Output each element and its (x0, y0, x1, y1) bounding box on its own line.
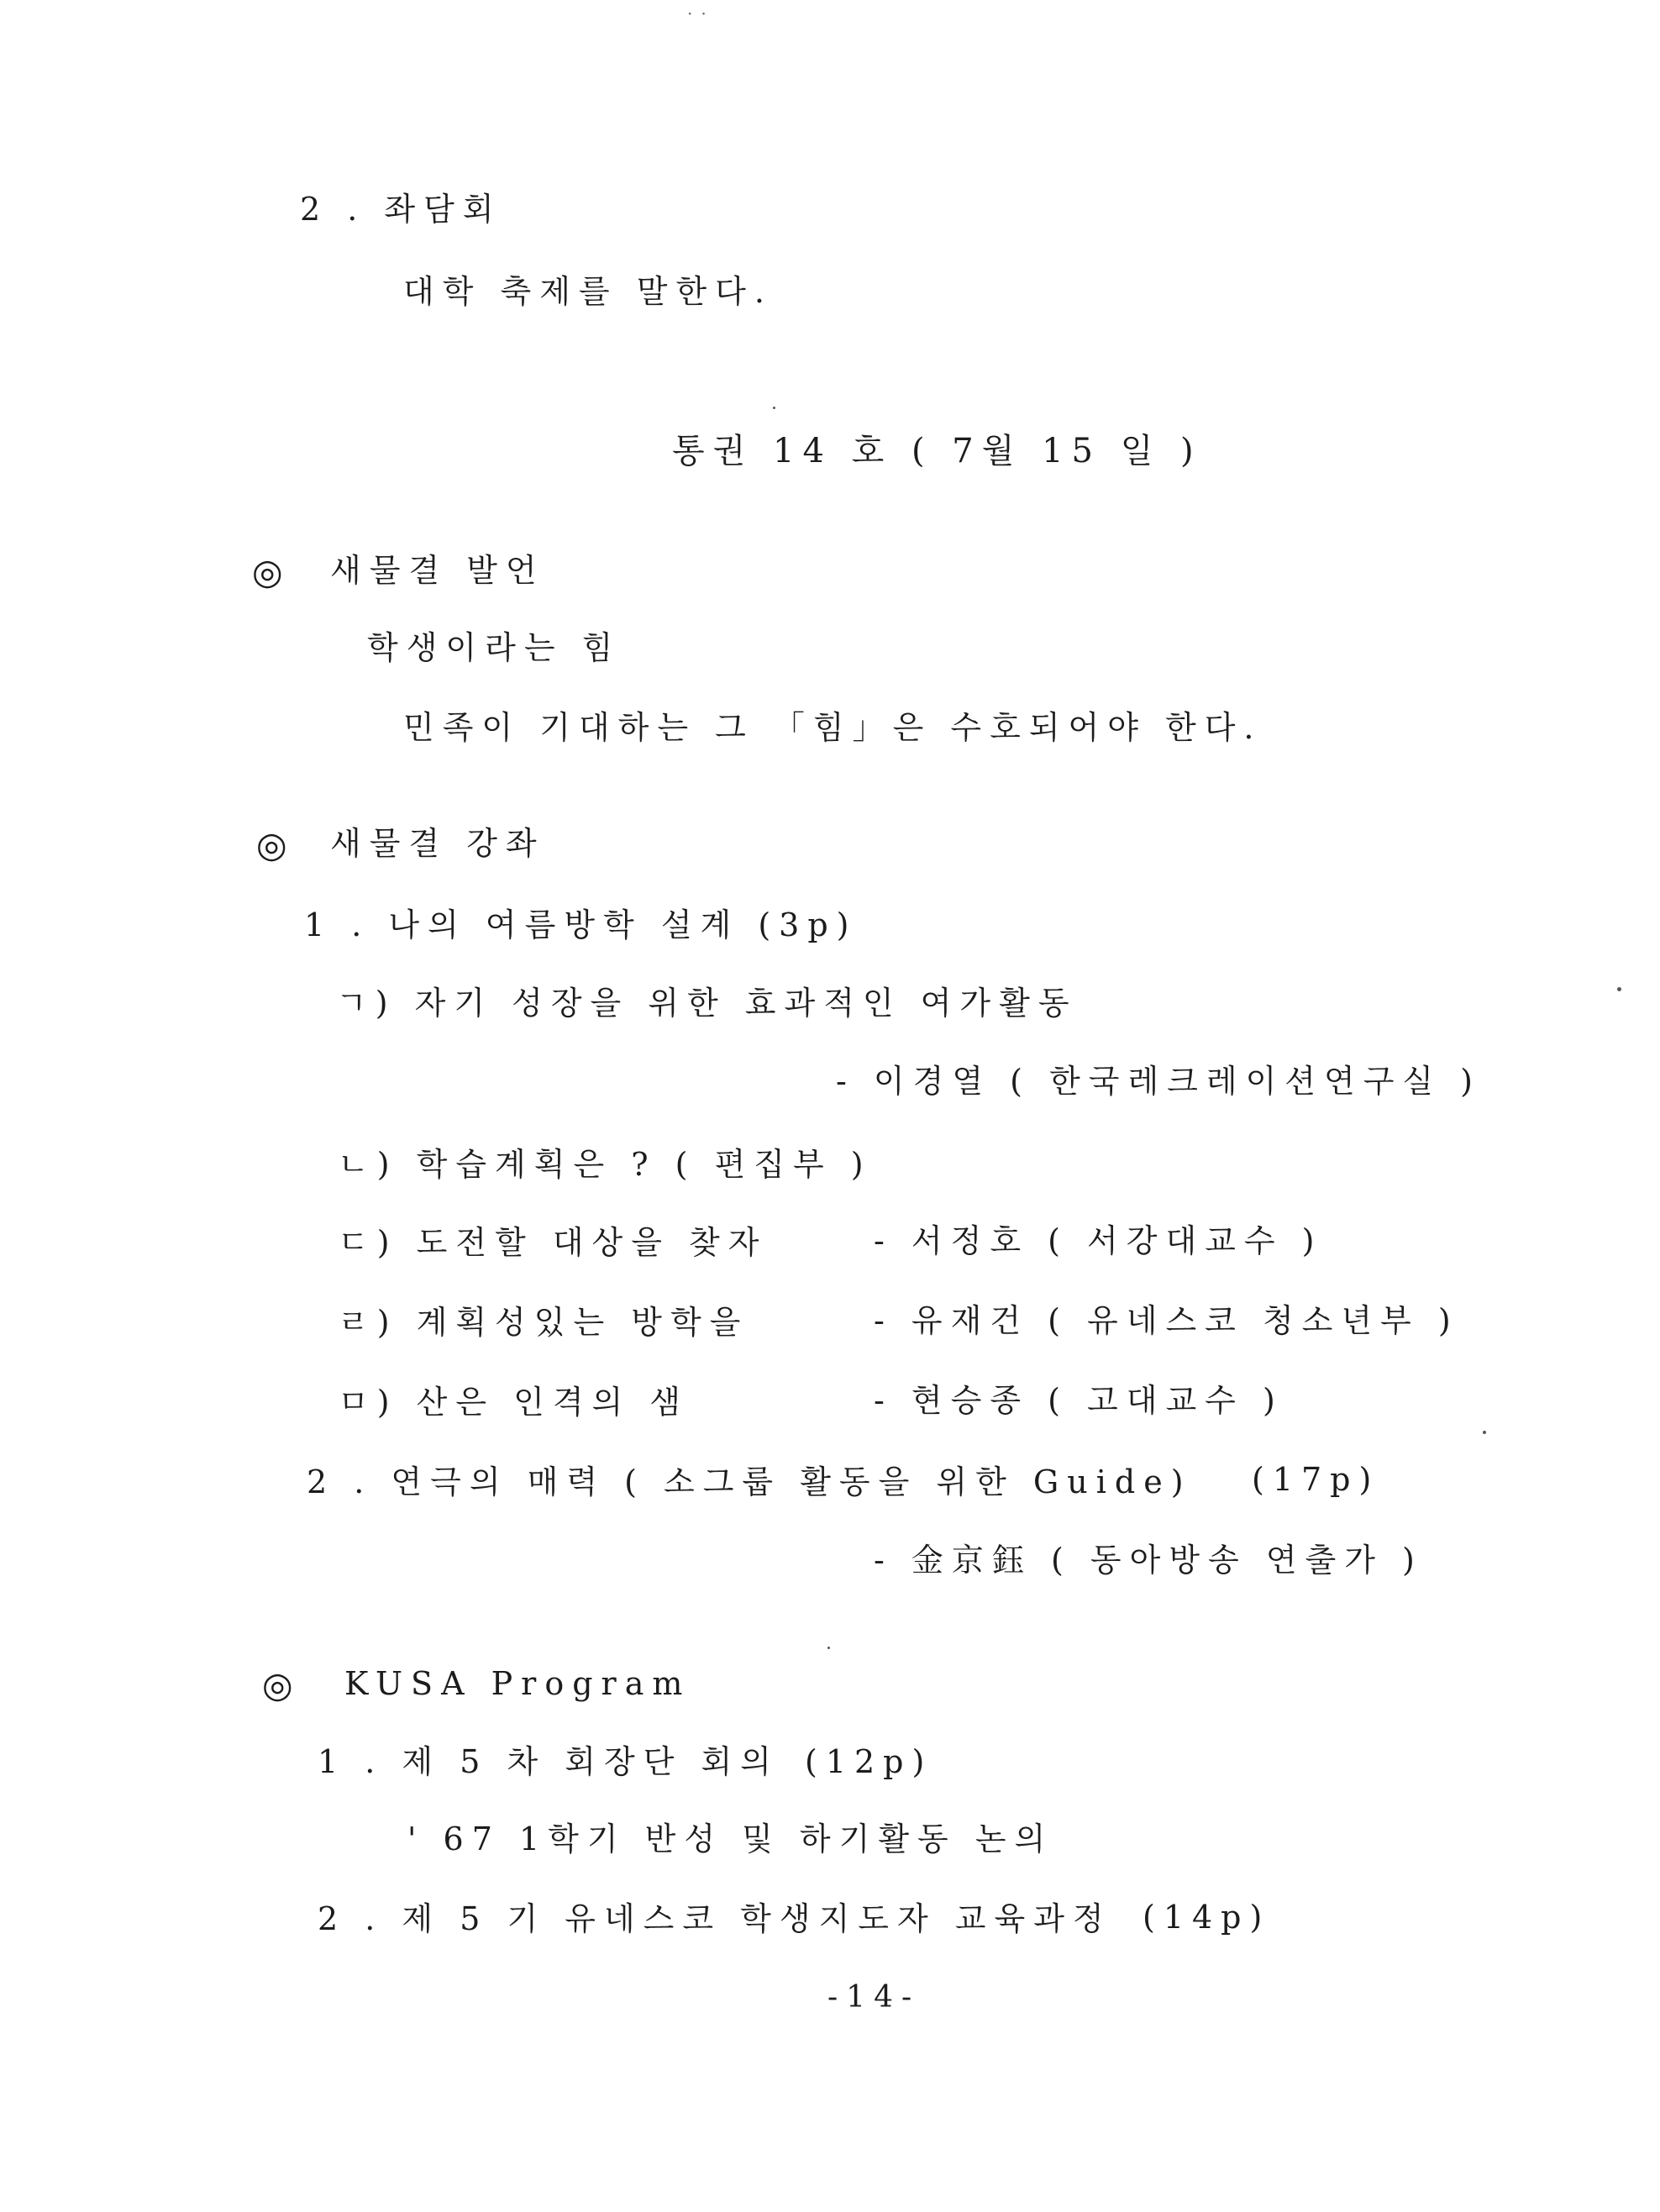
kusa-item-1-title: 1 . 제 5 차 회장단 회의 (318, 1743, 780, 1780)
lecture-sub-b: ㄴ) 학습계획은 ? ( 편집부 ) (338, 1146, 872, 1183)
lecture-sub-d: ㄹ) 계획성있는 방학을 (338, 1304, 749, 1341)
lecture-sub-a: ㄱ) 자기 성장을 위한 효과적인 여가활동 (336, 985, 1078, 1022)
lecture-sub-c-author: - 서정호 ( 서강대교수 ) (874, 1222, 1323, 1259)
sae-lecture-heading: 새물결 강좌 (330, 825, 545, 862)
top-mark: ·· (687, 3, 715, 24)
issue-title: 통권 14 호 ( 7월 15 일 ) (672, 432, 1202, 470)
kusa-heading: KUSA Program (344, 1665, 691, 1702)
lecture-item-2-title: 2 . 연극의 매력 ( 소그룹 활동을 위한 Guide) (307, 1463, 1192, 1500)
kusa-item-1-detail: ' 67 1학기 반성 및 하기활동 논의 (407, 1821, 1054, 1857)
scan-speck (1483, 1431, 1486, 1434)
lecture-item-2-author: - 金京鈺 ( 동아방송 연출가 ) (874, 1542, 1423, 1579)
page-number: -14- (827, 1980, 921, 2015)
kusa-item-1-pages: (12p) (805, 1743, 933, 1780)
section-2-heading: 2 . 좌담회 (300, 191, 502, 228)
lecture-sub-e-author: - 현승종 ( 고대교수 ) (874, 1382, 1284, 1419)
section-2-body: 대학 축제를 말한다. (403, 273, 773, 310)
lecture-item-1-title: 1 . 나의 여름방학 설계 (3p) (304, 906, 858, 943)
sae-speech-subtitle: 학생이라는 힘 (367, 629, 622, 666)
scan-speck (827, 1647, 830, 1649)
scan-speck (1617, 987, 1621, 991)
lecture-sub-e: ㅁ) 산은 인격의 샘 (338, 1384, 690, 1421)
kusa-item-2-pages: (14p) (1143, 1899, 1271, 1936)
kusa-marker: ◎ (262, 1664, 302, 1705)
lecture-sub-a-author: - 이경열 ( 한국레크레이션연구실 ) (836, 1063, 1482, 1100)
kusa-item-2-title: 2 . 제 5 기 유네스코 학생지도자 교육과정 (318, 1900, 1112, 1937)
sae-speech-marker: ◎ (252, 551, 292, 592)
lecture-sub-c: ㄷ) 도전할 대상을 찾자 (338, 1224, 768, 1261)
lecture-sub-d-author: - 유재건 ( 유네스코 청소년부 ) (874, 1302, 1459, 1339)
scan-speck (773, 407, 775, 409)
sae-speech-body: 민족이 기대하는 그 「힘」은 수호되어야 한다. (403, 709, 1263, 746)
sae-speech-heading: 새물결 발언 (330, 552, 545, 589)
lecture-item-2-pages: (17p) (1252, 1461, 1380, 1498)
sae-lecture-marker: ◎ (256, 824, 296, 865)
